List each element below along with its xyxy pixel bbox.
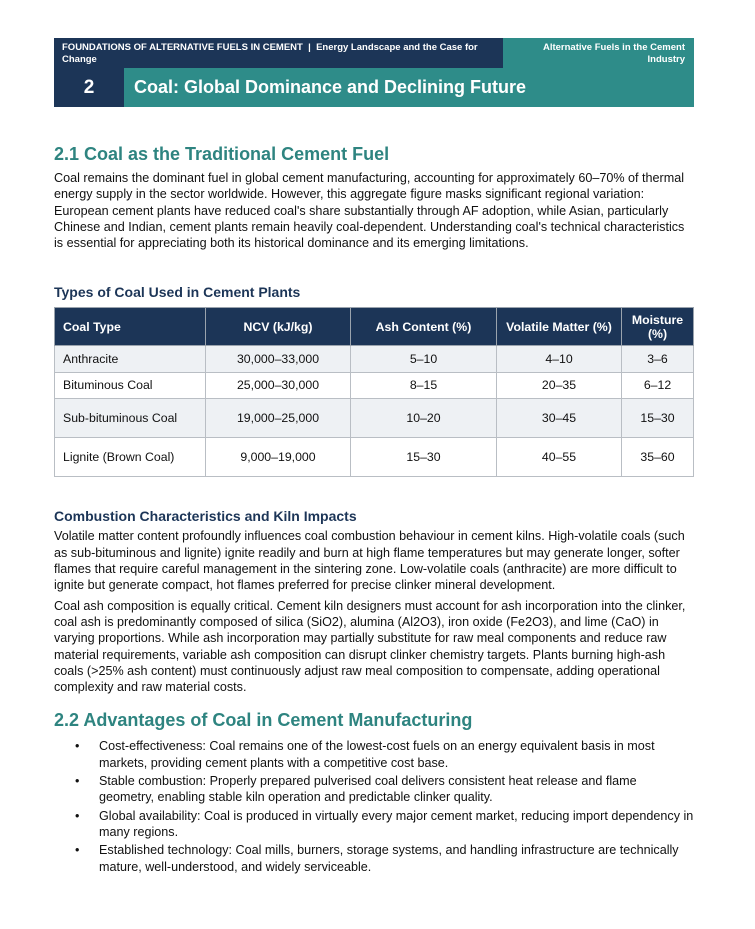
table-cell: 4–10	[497, 346, 622, 373]
page-header	[54, 38, 694, 107]
combustion-heading: Combustion Characteristics and Kiln Impacts	[54, 508, 357, 525]
bullet-marker: •	[75, 808, 80, 823]
table-cell: 30,000–33,000	[206, 346, 351, 373]
list-item-text: Stable combustion: Properly prepared pulverised coal delivers consistent heat release and flame geometry, enabling stable kiln operation and predictable clinker quality.	[99, 774, 637, 805]
table-cell: 15–30	[351, 438, 497, 477]
column-header: Moisture (%)	[622, 308, 694, 346]
column-header: NCV (kJ/kg)	[206, 308, 351, 346]
section-2-1-paragraph: Coal remains the dominant fuel in global cement manufacturing, accounting for approximately 60–70% of thermal energy supply in the sector worldwide. However, this aggregate figure masks significant regional variation: European cement plants have reduced coal's share substantially through AF adoption, while Asian, particularly Chinese and Indian, cement plants remain heavily coal-dependent. Understanding coal's technical characteristics is essential for appreciating both its historical dominance and its emerging limitations.	[54, 171, 685, 251]
document-title: FOUNDATIONS OF ALTERNATIVE FUELS IN CEMENT	[62, 42, 303, 53]
coal-table-title: Types of Coal Used in Cement Plants	[54, 284, 301, 301]
document-title-bar	[54, 38, 503, 68]
table-cell: 35–60	[622, 438, 694, 477]
table-cell: 25,000–30,000	[206, 373, 351, 399]
table-cell: 10–20	[351, 399, 497, 438]
table-cell: Bituminous Coal	[55, 373, 206, 399]
list-item	[54, 808, 694, 841]
chapter-title: Coal: Global Dominance and Declining Future	[124, 68, 694, 107]
combustion-paragraph-2: Coal ash composition is equally critical. Cement kiln designers must account for ash incorporation into the clinker, coal ash is predominantly composed of silica (SiO2), alumina (Al2O3), iron oxide (Fe2O3), and lime (CaO) in varying proportions. While ash incorporation may partially substitute for raw meal components and reduce raw material requirements, variable ash composition can disrupt clinker chemistry targets. Plants burning high-ash coals (>25% ash content) must continuously adjust raw meal composition to compensate, adding operational complexity and raw material costs.	[54, 598, 686, 695]
section-heading-2-1: 2.1 Coal as the Traditional Cement Fuel	[54, 144, 390, 164]
column-header: Coal Type	[55, 308, 206, 346]
advantages-list	[54, 738, 694, 874]
table-cell: 3–6	[622, 346, 694, 373]
column-header: Ash Content (%)	[351, 308, 497, 346]
table-cell: 30–45	[497, 399, 622, 438]
table-cell: 5–10	[351, 346, 497, 373]
column-header: Volatile Matter (%)	[497, 308, 622, 346]
table-cell: 9,000–19,000	[206, 438, 351, 477]
section-heading-2-2: 2.2 Advantages of Coal in Cement Manufacturing	[54, 710, 473, 731]
table-cell: 15–30	[622, 399, 694, 438]
page-content	[54, 140, 694, 877]
document-series-label: Alternative Fuels in the Cement Industry	[503, 38, 694, 68]
title-separator: |	[308, 42, 311, 53]
list-item-text: Cost-effectiveness: Coal remains one of the lowest-cost fuels on an energy equivalent basis in most markets, providing cement plants with a competitive cost base.	[99, 739, 655, 770]
table-cell: Lignite (Brown Coal)	[55, 438, 206, 477]
table-row	[55, 346, 694, 373]
list-item	[54, 773, 694, 806]
table-cell: Sub-bituminous Coal	[55, 399, 206, 438]
list-item-text: Established technology: Coal mills, burners, storage systems, and handling infrastructure are technically mature, well-understood, and widely serviceable.	[99, 843, 679, 874]
table-cell: 19,000–25,000	[206, 399, 351, 438]
table-cell: 20–35	[497, 373, 622, 399]
table-cell: 8–15	[351, 373, 497, 399]
table-cell: 6–12	[622, 373, 694, 399]
list-item	[54, 842, 694, 875]
bullet-marker: •	[75, 739, 80, 754]
coal-types-table	[54, 307, 694, 477]
table-header-row	[55, 308, 694, 346]
table-row	[55, 438, 694, 477]
table-row	[55, 373, 694, 399]
table-row	[55, 399, 694, 438]
table-cell: Anthracite	[55, 346, 206, 373]
list-item	[54, 738, 694, 771]
bullet-marker: •	[75, 843, 80, 858]
table-cell: 40–55	[497, 438, 622, 477]
bullet-marker: •	[75, 774, 80, 789]
chapter-number: 2	[54, 68, 124, 107]
document-subtitle: Energy Landscape and the Case for Change	[62, 42, 478, 65]
combustion-paragraph-1: Volatile matter content profoundly influences coal combustion behaviour in cement kilns. High-volatile coals (such as sub-bituminous and lignite) ignite readily and burn at high flame temperatures but may generate longer, softer flames that require careful management in the sintering zone. Low-volatile coals (anthracite) are more difficult to ignite but generate compact, hot flames preferred for precise clinker mineral development.	[54, 529, 685, 593]
list-item-text: Global availability: Coal is produced in virtually every major cement market, reducing import dependency in many regions.	[99, 808, 694, 839]
